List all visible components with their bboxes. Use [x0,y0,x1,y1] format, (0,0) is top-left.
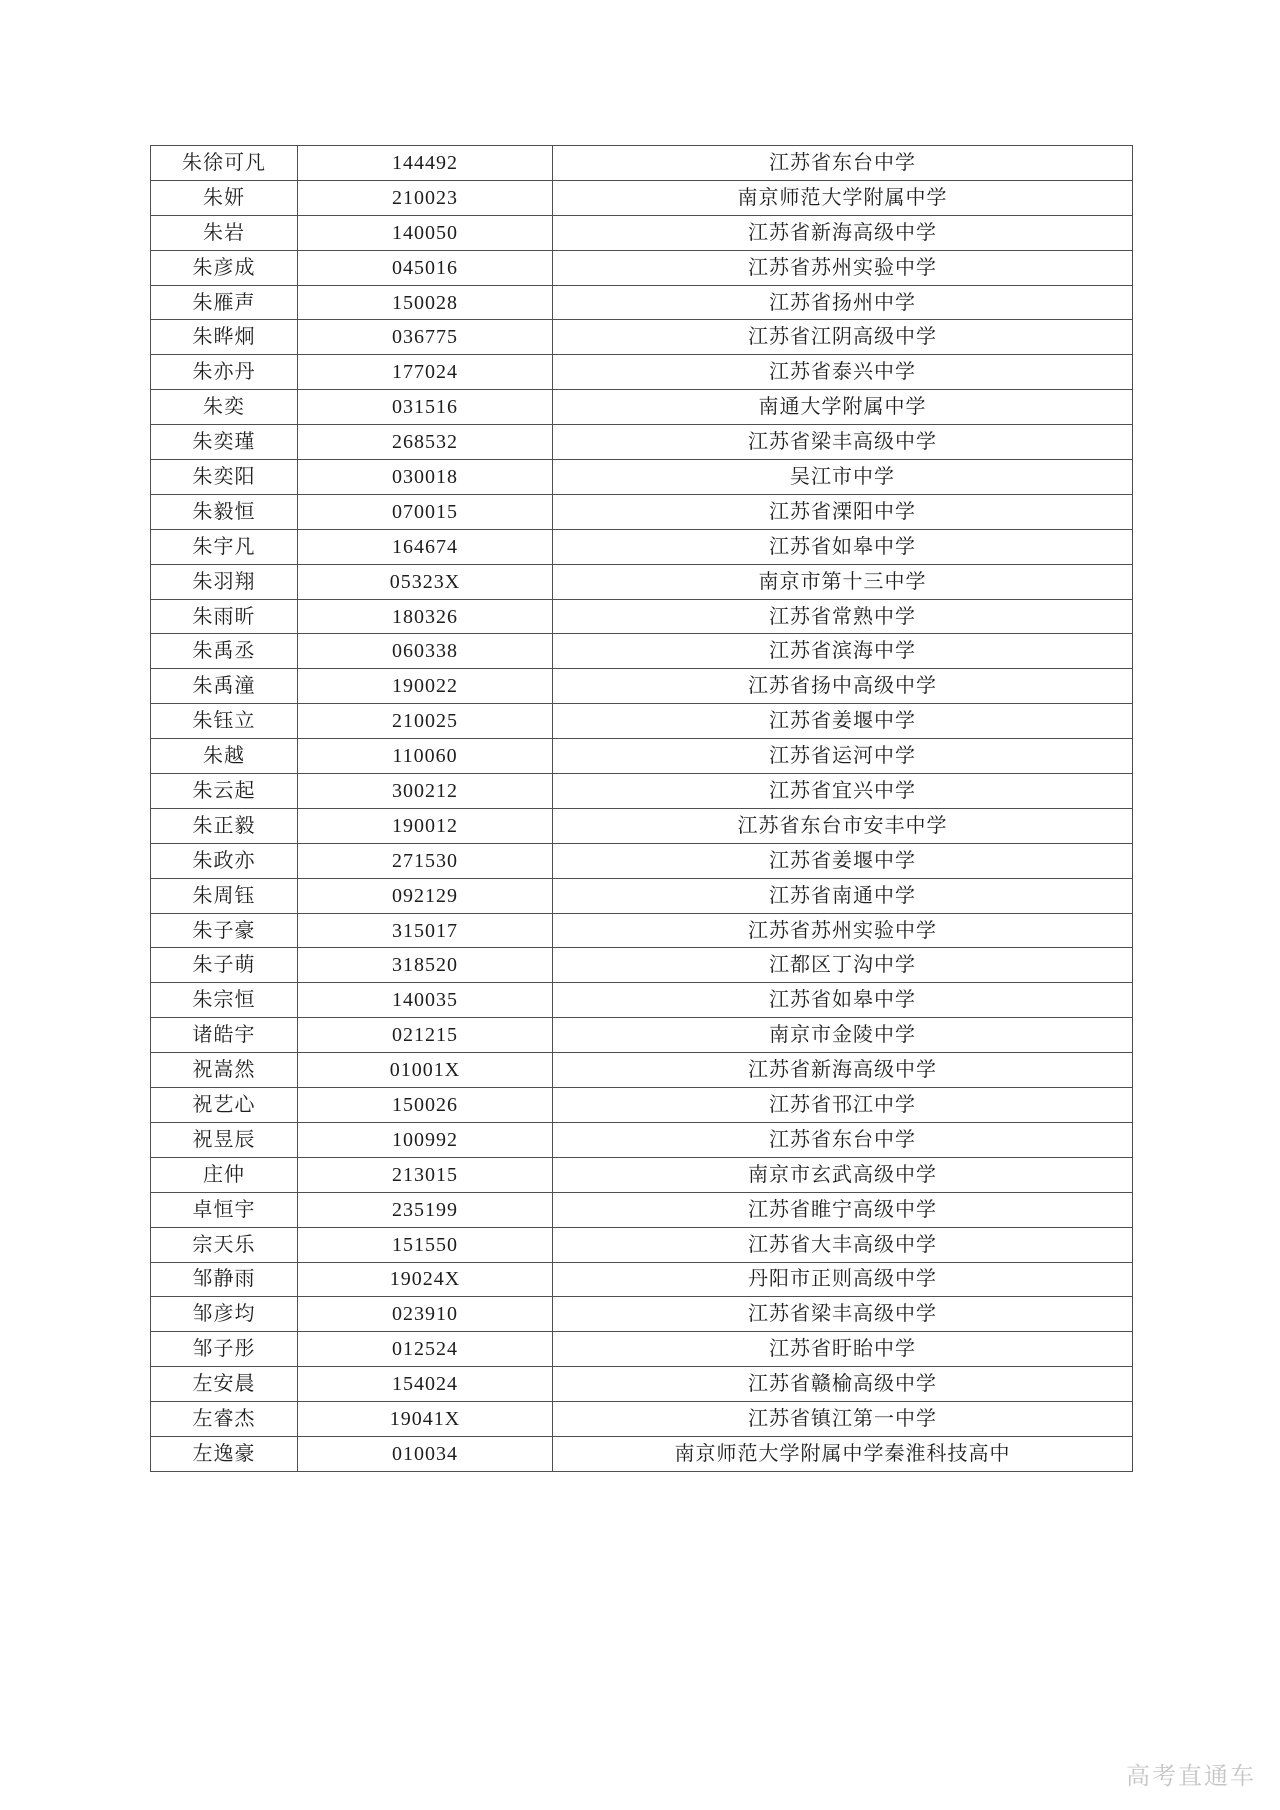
student-name-cell: 朱周钰 [151,878,298,913]
student-school-cell: 南通大学附属中学 [553,390,1133,425]
student-name-cell: 左安晨 [151,1367,298,1402]
table-row [151,180,1133,215]
student-school-cell: 江苏省新海高级中学 [553,1053,1133,1088]
student-name-cell: 朱宗恒 [151,983,298,1018]
student-name-cell: 左睿杰 [151,1402,298,1437]
student-name-cell: 祝昱辰 [151,1122,298,1157]
student-number-cell: 140035 [298,983,553,1018]
student-school-cell: 南京师范大学附属中学秦淮科技高中 [553,1436,1133,1471]
table-row [151,425,1133,460]
student-school-cell: 江苏省梁丰高级中学 [553,425,1133,460]
student-number-cell: 05323X [298,564,553,599]
student-number-cell: 210025 [298,704,553,739]
student-name-cell: 卓恒宇 [151,1192,298,1227]
student-name-cell: 朱徐可凡 [151,146,298,181]
table-row [151,250,1133,285]
student-school-cell: 江苏省常熟中学 [553,599,1133,634]
student-number-cell: 030018 [298,460,553,495]
table-row [151,774,1133,809]
student-number-cell: 031516 [298,390,553,425]
student-school-cell: 江苏省运河中学 [553,739,1133,774]
table-row [151,1157,1133,1192]
student-number-cell: 213015 [298,1157,553,1192]
student-school-cell: 江苏省苏州实验中学 [553,250,1133,285]
student-name-cell: 祝嵩然 [151,1053,298,1088]
table-row [151,460,1133,495]
student-school-cell: 江苏省宜兴中学 [553,774,1133,809]
table-row [151,1227,1133,1262]
student-number-cell: 092129 [298,878,553,913]
student-name-cell: 祝艺心 [151,1088,298,1123]
student-number-cell: 060338 [298,634,553,669]
student-name-cell: 朱云起 [151,774,298,809]
student-school-cell: 江苏省东台中学 [553,1122,1133,1157]
student-name-cell: 朱亦丹 [151,355,298,390]
student-school-cell: 江苏省姜堰中学 [553,704,1133,739]
table-row [151,1367,1133,1402]
table-row [151,983,1133,1018]
student-number-cell: 151550 [298,1227,553,1262]
student-number-cell: 271530 [298,843,553,878]
student-number-cell: 110060 [298,739,553,774]
student-school-cell: 江都区丁沟中学 [553,948,1133,983]
student-school-cell: 江苏省扬中高级中学 [553,669,1133,704]
student-name-cell: 邹静雨 [151,1262,298,1297]
student-school-cell: 江苏省赣榆高级中学 [553,1367,1133,1402]
student-name-cell: 左逸豪 [151,1436,298,1471]
table-row [151,1297,1133,1332]
table-row [151,355,1133,390]
student-name-cell: 朱晔炯 [151,320,298,355]
student-number-cell: 036775 [298,320,553,355]
student-school-cell: 江苏省扬州中学 [553,285,1133,320]
student-name-cell: 邹彦均 [151,1297,298,1332]
student-school-cell: 江苏省如皋中学 [553,983,1133,1018]
student-number-cell: 070015 [298,494,553,529]
table-row [151,599,1133,634]
student-school-cell: 江苏省盱眙中学 [553,1332,1133,1367]
table-row [151,1018,1133,1053]
student-school-cell: 江苏省泰兴中学 [553,355,1133,390]
student-number-cell: 012524 [298,1332,553,1367]
table-row [151,529,1133,564]
student-school-cell: 南京市第十三中学 [553,564,1133,599]
table-row [151,669,1133,704]
student-number-cell: 140050 [298,215,553,250]
student-name-cell: 庄仲 [151,1157,298,1192]
student-school-cell: 江苏省南通中学 [553,878,1133,913]
student-name-cell: 朱彦成 [151,250,298,285]
student-name-cell: 朱宇凡 [151,529,298,564]
student-school-cell: 江苏省如皋中学 [553,529,1133,564]
student-school-cell: 南京市金陵中学 [553,1018,1133,1053]
student-name-cell: 朱越 [151,739,298,774]
table-row [151,494,1133,529]
student-school-cell: 江苏省苏州实验中学 [553,913,1133,948]
student-name-cell: 朱雨昕 [151,599,298,634]
student-name-cell: 朱奕瑾 [151,425,298,460]
table-row [151,1053,1133,1088]
student-school-cell: 南京师范大学附属中学 [553,180,1133,215]
student-number-cell: 150026 [298,1088,553,1123]
student-number-cell: 315017 [298,913,553,948]
table-row [151,146,1133,181]
table-row [151,704,1133,739]
student-number-cell: 100992 [298,1122,553,1157]
student-name-cell: 朱奕 [151,390,298,425]
student-name-cell: 朱毅恒 [151,494,298,529]
student-school-cell: 江苏省滨海中学 [553,634,1133,669]
table-row [151,285,1133,320]
table-row [151,390,1133,425]
student-number-cell: 021215 [298,1018,553,1053]
student-name-cell: 朱妍 [151,180,298,215]
student-number-cell: 045016 [298,250,553,285]
student-number-cell: 235199 [298,1192,553,1227]
student-name-cell: 朱子萌 [151,948,298,983]
student-name-cell: 朱钰立 [151,704,298,739]
student-number-cell: 318520 [298,948,553,983]
table-row [151,215,1133,250]
student-name-cell: 朱岩 [151,215,298,250]
table-row [151,564,1133,599]
table-row [151,913,1133,948]
student-name-cell: 朱禹丞 [151,634,298,669]
student-name-cell: 朱子豪 [151,913,298,948]
student-name-cell: 朱正毅 [151,808,298,843]
student-number-cell: 19024X [298,1262,553,1297]
table-row [151,808,1133,843]
student-number-cell: 177024 [298,355,553,390]
table-row [151,1436,1133,1471]
student-school-cell: 江苏省大丰高级中学 [553,1227,1133,1262]
table-row [151,1402,1133,1437]
student-school-cell: 江苏省梁丰高级中学 [553,1297,1133,1332]
student-number-cell: 190022 [298,669,553,704]
student-school-cell: 江苏省姜堰中学 [553,843,1133,878]
student-number-cell: 010034 [298,1436,553,1471]
student-school-cell: 江苏省溧阳中学 [553,494,1133,529]
table-row [151,1122,1133,1157]
student-name-cell: 邹子彤 [151,1332,298,1367]
table-row [151,634,1133,669]
student-school-cell: 江苏省邗江中学 [553,1088,1133,1123]
student-number-cell: 01001X [298,1053,553,1088]
student-school-cell: 江苏省东台中学 [553,146,1133,181]
student-number-cell: 300212 [298,774,553,809]
table-row [151,878,1133,913]
table-row [151,843,1133,878]
student-name-cell: 朱奕阳 [151,460,298,495]
student-roster-body [151,146,1133,1472]
table-row [151,948,1133,983]
student-number-cell: 268532 [298,425,553,460]
student-number-cell: 164674 [298,529,553,564]
student-name-cell: 诸皓宇 [151,1018,298,1053]
table-row [151,1088,1133,1123]
student-school-cell: 南京市玄武高级中学 [553,1157,1133,1192]
student-name-cell: 朱羽翔 [151,564,298,599]
watermark-text: 高考直通车 [1126,1764,1256,1790]
table-row [151,320,1133,355]
student-school-cell: 丹阳市正则高级中学 [553,1262,1133,1297]
table-row [151,739,1133,774]
student-school-cell: 吴江市中学 [553,460,1133,495]
student-name-cell: 宗天乐 [151,1227,298,1262]
student-roster-table [150,145,1133,1472]
student-name-cell: 朱雁声 [151,285,298,320]
student-number-cell: 210023 [298,180,553,215]
student-number-cell: 150028 [298,285,553,320]
student-school-cell: 江苏省睢宁高级中学 [553,1192,1133,1227]
student-school-cell: 江苏省镇江第一中学 [553,1402,1133,1437]
student-school-cell: 江苏省江阴高级中学 [553,320,1133,355]
student-number-cell: 190012 [298,808,553,843]
student-number-cell: 023910 [298,1297,553,1332]
student-name-cell: 朱政亦 [151,843,298,878]
student-number-cell: 180326 [298,599,553,634]
student-number-cell: 19041X [298,1402,553,1437]
student-number-cell: 144492 [298,146,553,181]
student-school-cell: 江苏省东台市安丰中学 [553,808,1133,843]
student-number-cell: 154024 [298,1367,553,1402]
student-school-cell: 江苏省新海高级中学 [553,215,1133,250]
table-row [151,1332,1133,1367]
student-name-cell: 朱禹潼 [151,669,298,704]
table-row [151,1192,1133,1227]
table-row [151,1262,1133,1297]
